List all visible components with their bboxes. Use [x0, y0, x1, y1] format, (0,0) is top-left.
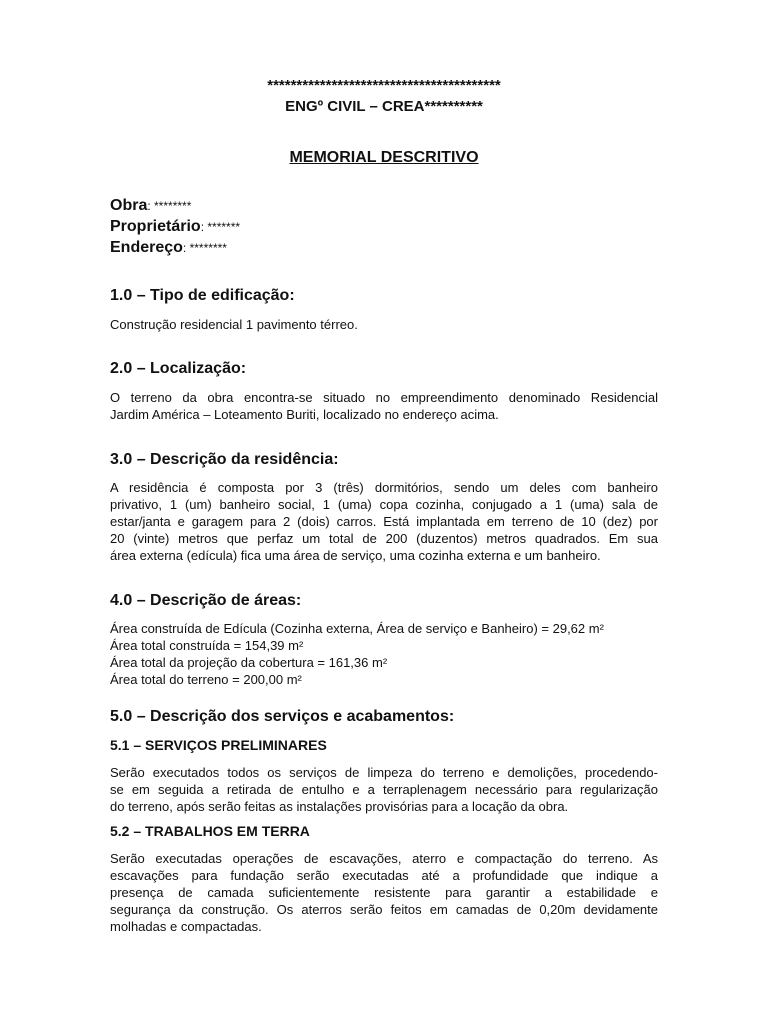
subsection-5-2-text: [110, 850, 658, 935]
section-4-heading: 4.0 – Descrição de áreas:: [110, 592, 302, 609]
area-line: Área total construída = 154,39 m²: [110, 638, 304, 653]
field-obra: [110, 195, 191, 217]
endereco-label: Endereço: [110, 239, 183, 256]
section-3-line: A residência é composta por 3 (três) dormitórios, sendo um deles com banheiro: [110, 480, 658, 495]
proprietario-label: Proprietário: [110, 218, 201, 235]
section-1-heading: 1.0 – Tipo de edificação:: [110, 287, 295, 304]
subsection-5-2-line: molhadas e compactadas.: [110, 919, 262, 934]
section-2-text: [110, 389, 658, 423]
section-1-text: [110, 316, 658, 333]
header-engineer: ENGº CIVIL – CREA**********: [285, 98, 483, 115]
obra-value: : ********: [147, 199, 192, 213]
section-5-heading: 5.0 – Descrição dos serviços e acabamentos:: [110, 708, 455, 725]
document-title: MEMORIAL DESCRITIVO: [289, 149, 479, 166]
proprietario-value: : *******: [200, 220, 241, 234]
subsection-5-1-line: Serão executados todos os serviços de limpeza do terreno e demolições, procedendo-: [110, 765, 658, 780]
subsection-5-2-line: escavações para fundação serão executadas até a profundidade que indique a: [110, 868, 658, 883]
section-3-line: 20 (vinte) metros que perfaz um total de 200 (duzentos) metros quadrados. Em sua: [110, 531, 658, 546]
subsection-5-1-line: se em seguida a retirada de entulho e a terraplenagem necessário para regularização: [110, 782, 658, 797]
subsection-5-1-heading: 5.1 – SERVIÇOS PRELIMINARES: [110, 737, 327, 753]
section-3-line: estar/janta e garagem para 2 (dois) carros. Está implantada em terreno de 10 (dez) por: [110, 514, 658, 529]
section-4-text: [110, 620, 658, 688]
subsection-5-2-line: Serão executadas operações de escavações, aterro e compactação do terreno. As: [110, 851, 658, 866]
section-1-line: Construção residencial 1 pavimento térreo.: [110, 317, 358, 332]
area-line: Área total da projeção da cobertura = 161,36 m²: [110, 655, 388, 670]
subsection-5-1-line: do terreno, após serão feitas as instalações provisórias para a locação da obra.: [110, 799, 569, 814]
section-2-heading: 2.0 – Localização:: [110, 360, 247, 377]
endereco-value: : ********: [182, 241, 227, 255]
section-3-text: [110, 479, 658, 564]
obra-label: Obra: [110, 197, 148, 214]
subsection-5-2-heading: 5.2 – TRABALHOS EM TERRA: [110, 823, 310, 839]
field-proprietario: [110, 216, 240, 238]
area-line: Área construída de Edícula (Cozinha externa, Área de serviço e Banheiro) = 29,62 m²: [110, 621, 604, 636]
header-stars: ****************************************: [267, 77, 501, 94]
field-endereco: [110, 237, 227, 259]
section-3-line: área externa (edícula) fica uma área de serviço, uma cozinha externa e um banheiro.: [110, 548, 601, 563]
subsection-5-2-line: segurança da construção. Os aterros serão feitos em camadas de 0,20m devidamente: [110, 902, 658, 917]
section-3-heading: 3.0 – Descrição da residência:: [110, 451, 339, 468]
subsection-5-1-text: [110, 764, 658, 815]
section-2-line: O terreno da obra encontra-se situado no empreendimento denominado Residencial: [110, 390, 658, 405]
subsection-5-2-line: presença de camada suficientemente resistente para garantir a estabilidade e: [110, 885, 658, 900]
section-2-line: Jardim América – Loteamento Buriti, localizado no endereço acima.: [110, 407, 499, 422]
section-3-line: privativo, 1 (um) banheiro social, 1 (uma) copa cozinha, conjugado a 1 (uma) sala de: [110, 497, 658, 512]
area-line: Área total do terreno = 200,00 m²: [110, 672, 302, 687]
